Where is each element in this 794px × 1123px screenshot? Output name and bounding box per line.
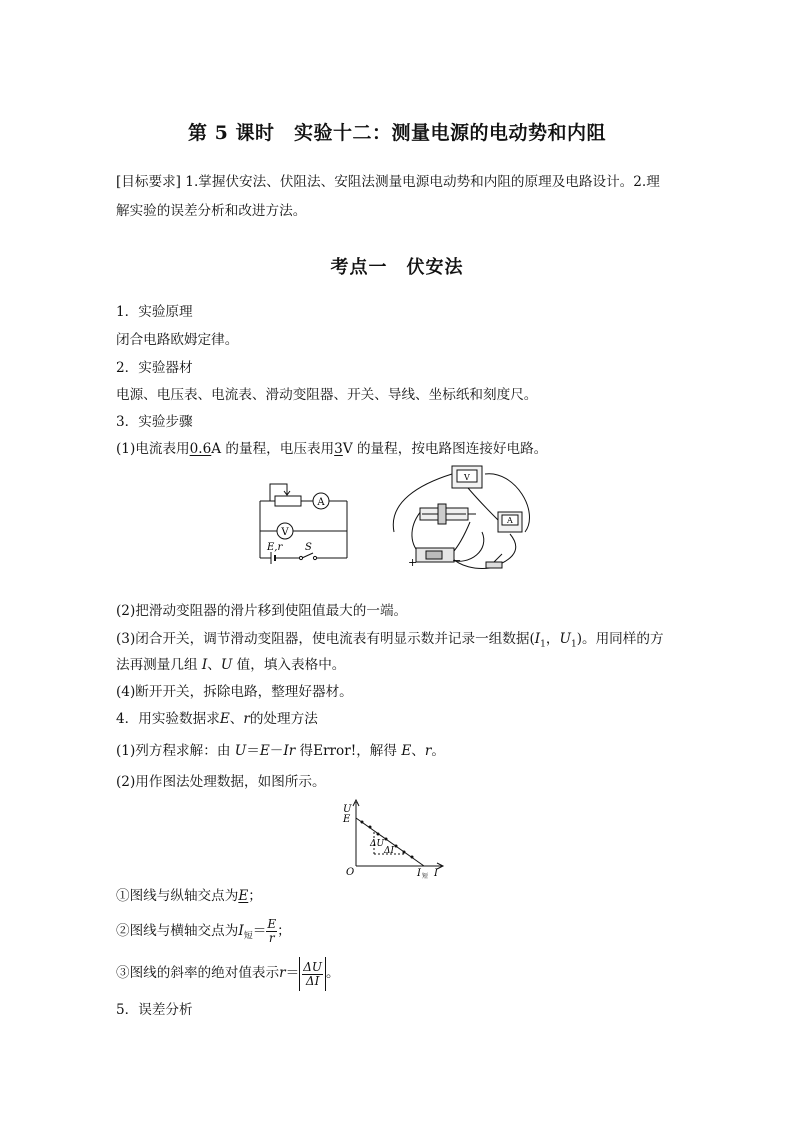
conclusion-2-I: I [238,923,244,939]
source-label: E,r [267,542,283,553]
goal-line-2: 解实验的误差分析和改进方法。 [116,203,307,219]
step-3-I-sub: 1 [540,639,546,650]
step-3-c-I: I [201,657,208,673]
ui-graph [340,798,452,880]
step-3-text-c3: 值，填入表格中。 [236,657,346,673]
step-3-U-sub: 1 [570,639,577,650]
heading-processing-c: 的处理方法 [249,711,318,727]
heading-processing [116,709,318,729]
graph-y-label: U [343,804,352,815]
method-1-Ir: Ir [283,743,296,759]
battery-plus: + [408,556,418,569]
conclusion-3 [116,956,340,991]
conclusion-2-denominator: r [268,931,275,945]
step-1 [116,439,547,459]
conclusion-3-numerator: ΔU [303,959,322,974]
goal-line-1 [116,172,660,192]
method-1 [116,741,445,761]
circuit-diagram [255,476,365,568]
graph-x-intercept: I [417,868,421,879]
graph-origin: O [346,867,355,878]
goal-tag: [目标要求] [116,174,181,190]
step-3 [116,629,664,655]
heading-principle: 1．实验原理 [116,304,193,320]
method-1-b: 得Error!，解得 [299,743,397,759]
heading-processing-sep: 、 [229,711,244,727]
conclusion-3-abs [299,957,326,991]
heading-processing-r: r [243,711,250,727]
rheostat-symbol [275,496,301,506]
graph-delta-i: ΔI [384,846,395,856]
step-3-c-U: U [220,657,233,673]
method-1-E: E [259,743,270,759]
apparatus-illustration [390,462,550,574]
voltmeter-label: V [281,527,289,538]
conclusion-2-eq: ＝ [252,923,267,939]
conclusion-3-eq: ＝ [285,965,300,981]
step-3-text-a: (3)闭合开关，调节滑动变阻器，使电流表有明显示数并记录一组数据( [116,631,535,647]
step-3-line-2 [116,655,345,675]
method-1-end: 。 [431,743,445,759]
conclusion-1 [116,886,262,906]
heading-steps: 3．实验步骤 [116,414,193,430]
step-1-text-a: (1)电流表用 [116,441,190,457]
conclusion-3-denominator: ΔI [305,973,320,988]
goal-text-1: 1.掌握伏安法、伏阻法、安阻法测量电源电动势和内阻的原理及电路设计。2.理 [180,174,660,190]
method-2: (2)用作图法处理数据，如图所示。 [116,774,326,790]
conclusion-1-a: ①图线与纵轴交点为 [116,888,239,904]
conclusion-3-a: ③图线的斜率的绝对值表示 [116,965,280,981]
step-3-comma: ， [545,631,560,647]
method-1-E2: E [401,743,412,759]
ammeter-label: A [317,497,325,508]
step-3-U: U [559,631,571,647]
voltmeter-drawing-label: V [464,473,470,482]
graph-x-intercept-sub: 短 [422,873,429,880]
step-3-text-c1: 法再测量几组 [116,657,198,673]
battery-minus: − [452,554,462,567]
conclusion-2-I-sub: 短 [243,931,253,942]
heading-error-analysis: 5．误差分析 [116,1002,193,1018]
conclusion-3-b: 。 [326,965,340,981]
graph-y-intercept: E [343,814,351,825]
page-title: 第 5 课时 实验十二：测量电源的电动势和内阻 [188,122,606,144]
step-4: (4)断开开关，拆除电路，整理好器材。 [116,684,353,700]
method-1-a: (1)列方程求解：由 [116,743,231,759]
heading-equipment: 2．实验器材 [116,360,193,376]
conclusion-2 [116,914,291,954]
section-title: 考点一 伏安法 [330,257,464,278]
conclusion-2-numerator: E [267,917,277,931]
heading-processing-a: 4．用实验数据求 [116,711,220,727]
text-equipment: 电源、电压表、电流表、滑动变阻器、开关、导线、坐标纸和刻度尺。 [116,387,538,403]
conclusion-2-a: ②图线与横轴交点为 [116,923,239,939]
method-1-eq: ＝ [246,743,260,759]
step-1-text-b: A 的量程，电压表用 [211,441,335,457]
switch-label: S [305,542,312,553]
conclusion-2-fraction [266,918,277,945]
graph-x-label: I [434,868,438,879]
method-1-r: r [424,743,432,759]
conclusion-1-E: E [238,888,249,904]
method-1-sep: 、 [411,743,425,759]
method-1-U: U [234,743,247,759]
step-3-text-b: )。用同样的方 [576,631,664,647]
ammeter-drawing-label: A [507,516,513,525]
method-1-minus: － [269,743,284,759]
fit-line [356,818,424,866]
heading-processing-E: E [219,711,230,727]
conclusion-3-fraction [302,961,323,988]
switch-drawing [486,562,502,568]
step-1-range-current: 0.6 [189,441,212,457]
step-1-text-c: V 的量程，按电路图连接好电路。 [342,441,548,457]
conclusion-1-b: ； [248,888,262,904]
step-2: (2)把滑动变阻器的滑片移到使阻值最大的一端。 [116,603,408,619]
conclusion-2-b: ； [277,923,291,939]
graph-delta-u: ΔU [370,839,385,849]
step-3-I: I [534,631,541,647]
text-principle: 闭合电路欧姆定律。 [116,332,239,348]
conclusion-3-r: r [279,965,286,981]
step-3-c-sep: 、 [207,657,221,673]
step-1-range-voltage: 3 [334,441,343,457]
